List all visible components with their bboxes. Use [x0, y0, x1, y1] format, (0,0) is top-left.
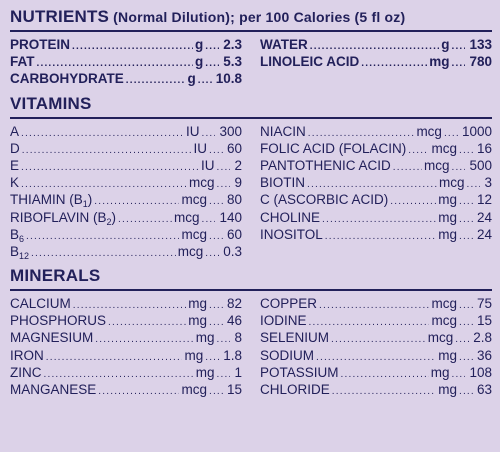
dot-leader — [322, 211, 436, 228]
dot-leader — [341, 366, 429, 383]
nutrient-name: COPPER — [260, 296, 318, 312]
nutrient-unit: mg — [438, 192, 457, 208]
minerals-heading: MINERALS — [10, 266, 101, 286]
nutrient-value: 2.8 — [473, 330, 492, 346]
nutrient-name: INOSITOL — [260, 226, 323, 242]
dot-leader — [21, 159, 199, 176]
minerals-left-column — [10, 295, 242, 398]
nutrient-row — [10, 381, 242, 398]
vitamins-section — [10, 94, 492, 261]
nutrient-name: IRON — [10, 347, 44, 363]
nutrient-row — [260, 140, 492, 157]
dot-leader — [21, 125, 184, 142]
nutrient-value: 1000 — [461, 123, 492, 139]
nutrient-value: 10.8 — [215, 71, 242, 87]
dot-leader — [459, 314, 473, 331]
nutrient-row — [260, 209, 492, 226]
nutrient-row — [260, 157, 492, 174]
nutrient-unit: mcg — [427, 330, 454, 346]
nutrient-row — [10, 243, 242, 260]
nutrient-name: LINOLEIC ACID — [260, 54, 360, 70]
nutrient-row — [260, 312, 492, 329]
nutrient-value: 12 — [476, 192, 492, 208]
nutrient-name: THIAMIN $(B_1)$ — [10, 192, 93, 210]
nutrient-unit: mcg — [438, 175, 465, 191]
nutrient-unit: g — [194, 37, 204, 52]
nutrient-row — [260, 174, 492, 191]
dot-leader — [126, 72, 186, 89]
nutrient-name: A — [10, 123, 20, 139]
nutrient-unit: IU — [185, 123, 200, 139]
nutrient-unit: mg — [430, 364, 450, 380]
nutrient-value: 0.3 — [223, 243, 242, 259]
dot-leader — [108, 314, 186, 331]
nutrient-value: 80 — [226, 192, 242, 208]
dot-leader — [205, 38, 219, 55]
dot-leader — [331, 331, 426, 348]
nutrient-name: CALCIUM — [10, 296, 71, 312]
nutrient-unit: g — [187, 71, 196, 87]
nutrient-row — [260, 364, 492, 381]
dot-leader — [325, 228, 436, 245]
nutrient-value: 9 — [234, 175, 242, 191]
dot-leader — [31, 245, 176, 262]
nutrient-unit: IU — [193, 140, 207, 156]
nutrient-unit: mcg — [416, 123, 442, 139]
nutrient-unit: mcg — [431, 296, 457, 312]
vitamins-heading: VITAMINS — [10, 93, 92, 113]
nutrient-row — [10, 312, 242, 329]
nutrient-value: 60 — [226, 140, 242, 156]
minerals-right-column — [260, 295, 492, 398]
nutrient-name: CHLORIDE — [260, 382, 330, 397]
dot-leader — [459, 297, 473, 314]
dot-leader — [209, 383, 223, 400]
nutrient-row — [10, 157, 242, 174]
nutrient-value: 300 — [219, 123, 242, 139]
nutrient-value: 2 — [234, 157, 242, 173]
nutrient-unit: mg — [438, 226, 457, 242]
minerals-section — [10, 266, 492, 398]
nutrient-name: FOLIC ACID (FOLACIN) — [260, 140, 407, 156]
nutrient-unit: mg — [188, 313, 207, 329]
dot-leader — [118, 211, 172, 228]
vitamins-right-column — [260, 123, 492, 261]
dot-leader — [72, 38, 193, 55]
nutrient-name: CHOLINE — [260, 209, 321, 225]
nutrient-value: 2.3 — [223, 37, 242, 52]
dot-leader — [319, 297, 429, 314]
nutrient-unit: mg — [195, 330, 215, 346]
nutrient-value: 75 — [476, 296, 492, 312]
nutrient-value: 15 — [226, 382, 242, 397]
nutrient-unit: mcg — [431, 313, 457, 329]
dot-leader — [98, 383, 179, 400]
nutrient-row — [10, 140, 242, 157]
nutrient-name: $B_6$ — [10, 226, 25, 244]
nutrient-name: D — [10, 140, 20, 156]
nutrient-row — [10, 209, 242, 226]
nutrient-value: 500 — [469, 157, 492, 173]
nutrient-row — [260, 36, 492, 53]
nutrients-section — [10, 7, 492, 88]
nutrient-row — [10, 123, 242, 140]
nutrient-value: 108 — [469, 364, 492, 380]
nutrient-row — [260, 329, 492, 346]
dot-leader — [393, 159, 422, 176]
nutrient-value: 60 — [226, 226, 242, 242]
nutrient-unit: mcg — [181, 226, 207, 242]
nutrients-subheading: (Normal Dilution); per 100 Calories (5 fl oz) — [109, 9, 406, 25]
nutrient-row — [10, 226, 242, 243]
dot-leader — [26, 228, 179, 245]
nutrient-unit: mcg — [431, 140, 457, 156]
nutrient-value: 46 — [226, 313, 242, 329]
dot-leader — [216, 159, 230, 176]
nutrient-value: 133 — [469, 37, 492, 52]
nutrient-row — [10, 53, 242, 70]
nutrient-unit: IU — [200, 157, 215, 173]
dot-leader — [459, 228, 473, 245]
nutrient-unit: g — [441, 37, 450, 52]
nutrient-name: SODIUM — [260, 347, 314, 363]
nutrient-row — [10, 70, 242, 87]
nutrient-name: C (ASCORBIC ACID) — [260, 192, 389, 208]
dot-leader — [451, 55, 465, 72]
dot-leader — [209, 228, 223, 245]
nutrient-row — [10, 36, 242, 53]
nutrient-unit: mg — [438, 347, 457, 363]
nutrient-name: CARBOHYDRATE — [10, 71, 124, 87]
nutrient-name: SELENIUM — [260, 330, 330, 346]
nutrients-heading: NUTRIENTS (Normal Dilution); per 100 Calories (5 fl oz) — [10, 7, 406, 26]
nutrient-value: 63 — [476, 382, 492, 397]
nutrient-value: 24 — [476, 226, 492, 242]
nutrient-name: K — [10, 175, 20, 191]
nutrient-name: MANGANESE — [10, 382, 97, 397]
divider — [10, 289, 492, 291]
nutrient-value: 3 — [484, 175, 492, 191]
dot-leader — [209, 297, 223, 314]
nutrient-row — [260, 295, 492, 312]
dot-leader — [361, 55, 427, 72]
dot-leader — [390, 193, 436, 210]
nutrient-row — [260, 347, 492, 364]
nutrient-row — [260, 381, 492, 398]
dot-leader — [95, 331, 193, 348]
vitamins-left-column — [10, 123, 242, 261]
nutrient-row — [10, 347, 242, 364]
nutrient-unit: mcg — [177, 243, 204, 259]
dot-leader — [451, 38, 465, 55]
nutrient-row — [260, 191, 492, 208]
nutrient-value: 780 — [469, 54, 492, 70]
nutrient-name: POTASSIUM — [260, 364, 339, 380]
nutrient-name: PANTOTHENIC ACID — [260, 157, 391, 173]
nutrient-name: PROTEIN — [10, 37, 71, 52]
nutrient-value: 140 — [219, 209, 242, 225]
nutrient-name: E — [10, 157, 20, 173]
nutrient-row — [260, 226, 492, 243]
nutrient-value: 8 — [234, 330, 242, 346]
nutrient-name: ZINC — [10, 364, 42, 380]
nutrient-name: FAT — [10, 54, 35, 70]
nutrient-name: IODINE — [260, 313, 307, 329]
nutrient-row — [10, 191, 242, 208]
dot-leader — [455, 331, 469, 348]
nutrient-unit: mcg — [181, 192, 207, 208]
nutrient-value: 36 — [476, 347, 492, 363]
nutrient-value: 5.3 — [223, 54, 242, 70]
nutrient-name: $B_{12}$ — [10, 243, 30, 261]
nutrient-unit: mcg — [181, 382, 207, 397]
nutrient-value: 15 — [476, 313, 492, 329]
nutrient-value: 1.8 — [223, 347, 242, 363]
nutrient-name: BIOTIN — [260, 175, 306, 191]
nutrient-unit: mcg — [423, 157, 450, 173]
dot-leader — [332, 383, 436, 400]
nutrient-unit: mcg — [188, 175, 215, 191]
dot-leader — [459, 211, 473, 228]
nutrient-row — [10, 329, 242, 346]
nutrient-value: 82 — [226, 296, 242, 312]
dot-leader — [459, 383, 473, 400]
nutrient-unit: mg — [429, 54, 450, 70]
nutrient-name: NIACIN — [260, 123, 306, 139]
nutrient-row — [260, 53, 492, 70]
divider — [10, 117, 492, 119]
nutrient-row — [10, 364, 242, 381]
nutrient-name: PHOSPHORUS — [10, 313, 107, 329]
nutrient-value: 24 — [476, 209, 492, 225]
nutrients-right-column — [260, 36, 492, 88]
nutrient-unit: mcg — [173, 209, 200, 225]
nutrient-row — [260, 123, 492, 140]
nutrient-unit: mg — [438, 209, 457, 225]
nutrient-value: 16 — [476, 140, 492, 156]
nutrient-value: 1 — [234, 364, 242, 380]
nutrient-unit: mg — [188, 296, 207, 312]
dot-leader — [22, 142, 192, 159]
nutrient-unit: g — [194, 54, 204, 70]
dot-leader — [205, 245, 219, 262]
nutrient-name: RIBOFLAVIN $(B_2)$ — [10, 209, 117, 227]
dot-leader — [46, 349, 183, 366]
nutrients-left-column — [10, 36, 242, 88]
nutrient-unit: mg — [438, 382, 457, 397]
nutrient-row — [10, 174, 242, 191]
nutrient-name: MAGNESIUM — [10, 330, 94, 346]
dot-leader — [459, 193, 473, 210]
dot-leader — [198, 72, 212, 89]
nutrient-unit: mg — [195, 364, 215, 380]
nutrient-unit: mg — [184, 347, 204, 363]
nutrient-row — [10, 295, 242, 312]
nutrient-name: WATER — [260, 37, 308, 52]
divider — [10, 30, 492, 32]
